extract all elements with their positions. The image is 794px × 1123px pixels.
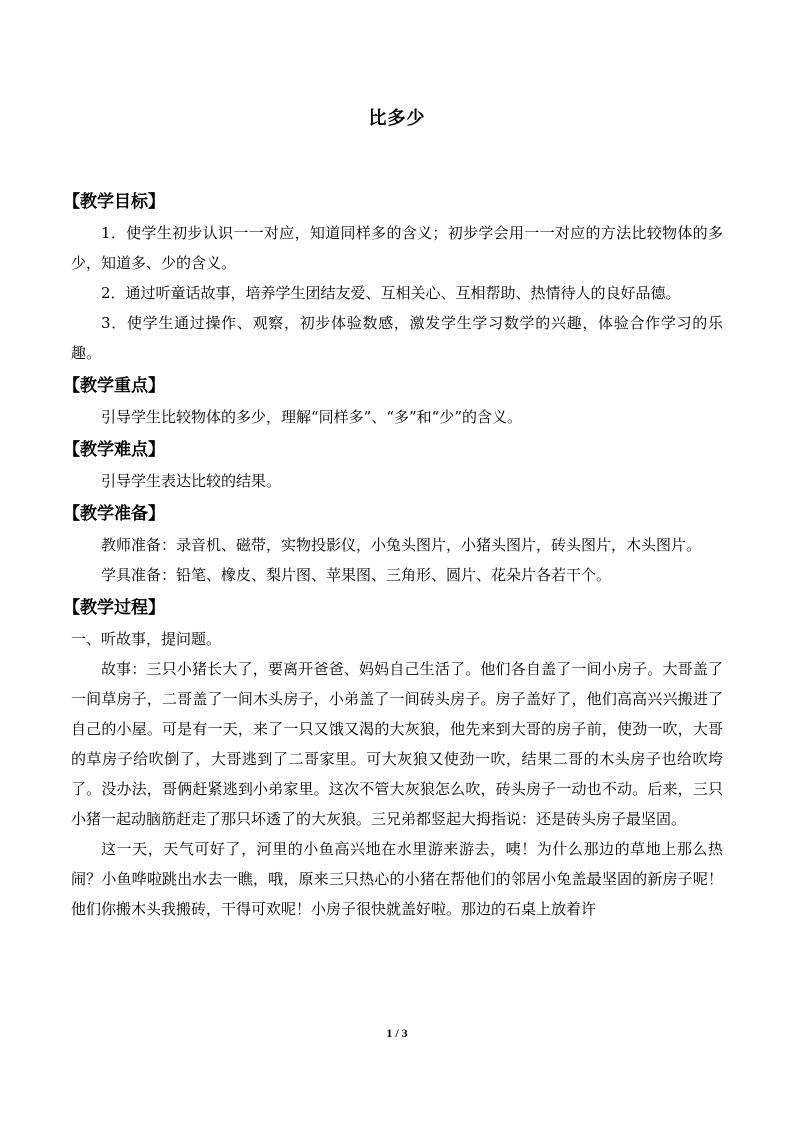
section-heading-preparation: 【教学准备】	[63, 504, 165, 524]
story-paragraph-2: 这一天，天气可好了，河里的小鱼高兴地在水里游来游去，咦！为什么那边的草地上那么热闹？小鱼哗啦跳出水去一瞧，哦，原来三只热心的小猪在帮他们的邻居小兔盖最坚固的新房子呢！他们你搬木头我搬砖，干得可欢呢！小房子很快就盖好啦。那边的石桌上放着许	[71, 840, 723, 918]
goal-item-2: 2．通过听童话故事，培养学生团结友爱、互相关心、互相帮助、热情待人的良好品德。	[101, 284, 681, 302]
process-step-1: 一、听故事，提问题。	[71, 630, 222, 648]
goal-item-1: 1．使学生初步认识一一对应，知道同样多的含义；初步学会用一一对应的方法比较物体的多少，知道多、少的含义。	[71, 224, 723, 272]
goal-item-3: 3．使学生通过操作、观察，初步体验数感，激发学生学习数学的兴趣，体验合作学习的乐趣。	[71, 314, 723, 362]
page-title: 比多少	[368, 108, 426, 129]
section-heading-difficulties: 【教学难点】	[63, 440, 165, 460]
student-preparation: 学具准备：铅笔、橡皮、梨片图、苹果图、三角形、圆片、花朵片各若干个。	[101, 566, 612, 584]
page-number: 1 / 3	[386, 1026, 408, 1040]
teacher-preparation: 教师准备：录音机、磁带，实物投影仪，小兔头图片，小猪头图片，砖头图片，木头图片。	[101, 536, 702, 554]
section-heading-goals: 【教学目标】	[63, 192, 165, 212]
key-points-text: 引导学生比较物体的多少，理解“同样多”、“多”和“少”的含义。	[101, 408, 523, 426]
story-paragraph-1: 故事：三只小猪长大了，要离开爸爸、妈妈自己生活了。他们各自盖了一间小房子。大哥盖了一间草房子，二哥盖了一间木头房子，小弟盖了一间砖头房子。房子盖好了，他们高高兴兴搬进了自己的小屋。可是有一天，来了一只又饿又渴的大灰狼，他先来到大哥的房子前，使劲一吹，大哥的草房子给吹倒了，大哥逃到了二哥家里。可大灰狼又使劲一吹，结果二哥的木头房子也给吹垮了。没办法，哥俩赶紧逃到小弟家里。这次不管大灰狼怎么吹，砖头房子一动也不动。后来，三只小猪一起动脑筋赶走了那只坏透了的大灰狼。三兄弟都竖起大拇指说：还是砖头房子最坚固。	[71, 660, 723, 828]
section-heading-process: 【教学过程】	[63, 598, 165, 618]
difficulties-text: 引导学生表达比较的结果。	[101, 472, 282, 490]
document-body	[63, 186, 723, 924]
section-heading-key-points: 【教学重点】	[63, 376, 165, 396]
